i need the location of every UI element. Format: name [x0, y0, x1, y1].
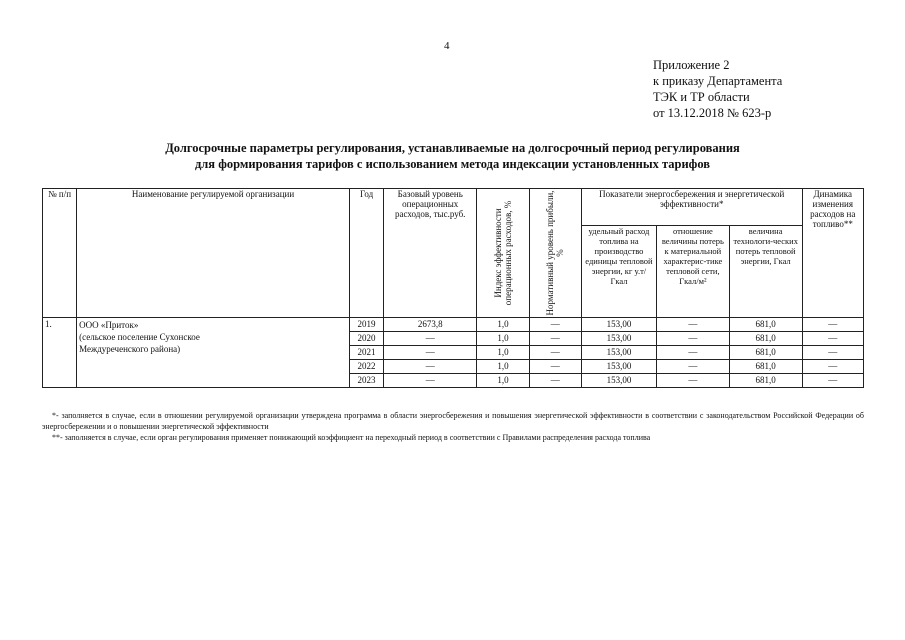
cell-profit: —	[529, 374, 581, 388]
cell-losses: 681,0	[729, 374, 802, 388]
title-line: для формирования тарифов с использованием метода индексации установленных тарифов	[194, 157, 711, 171]
cell-base: —	[384, 374, 477, 388]
appendix-block	[653, 57, 782, 121]
header-org: Наименование регулируемой организации	[77, 189, 350, 318]
cell-dynamics: —	[802, 360, 863, 374]
footnotes	[42, 410, 864, 443]
cell-profit: —	[529, 332, 581, 346]
title-line: Долгосрочные параметры регулирования, устанавливаемые на долгосрочный период регулирования	[165, 141, 740, 155]
cell-ratio: —	[656, 360, 729, 374]
header-year: Год	[350, 189, 384, 318]
cell-fuel: 153,00	[581, 332, 656, 346]
table-row	[43, 318, 864, 332]
page-number: 4	[444, 40, 450, 52]
header-profit-cell	[529, 189, 581, 318]
cell-year: 2021	[350, 346, 384, 360]
cell-base: —	[384, 360, 477, 374]
cell-ratio: —	[656, 318, 729, 332]
org-num: 1.	[43, 318, 77, 388]
appendix-line: к приказу Департамента	[653, 74, 783, 88]
appendix-line: Приложение 2	[653, 58, 730, 72]
cell-index: 1,0	[477, 374, 529, 388]
cell-year: 2019	[350, 318, 384, 332]
cell-dynamics: —	[802, 318, 863, 332]
org-name-line: Междуреченского района)	[79, 344, 181, 354]
cell-fuel: 153,00	[581, 360, 656, 374]
cell-fuel: 153,00	[581, 318, 656, 332]
header-fuel: удельный расход топлива на производство единицы тепловой энергии, кг у.т/Гкал	[581, 226, 656, 318]
cell-losses: 681,0	[729, 346, 802, 360]
cell-losses: 681,0	[729, 318, 802, 332]
table-header-row	[43, 189, 864, 226]
header-index: Индекс эффективности операционных расходов, %	[492, 200, 513, 306]
cell-year: 2022	[350, 360, 384, 374]
org-name-line: ООО «Приток»	[79, 320, 139, 330]
appendix-line: от 13.12.2018 № 623-р	[653, 106, 772, 120]
cell-year: 2023	[350, 374, 384, 388]
header-dynamics: Динамика изменения расходов на топливо**	[802, 189, 863, 318]
header-base: Базовый уровень операционных расходов, тыс.руб.	[384, 189, 477, 318]
header-num: № п/п	[43, 189, 77, 318]
org-name	[77, 318, 350, 388]
cell-base: 2673,8	[384, 318, 477, 332]
cell-losses: 681,0	[729, 360, 802, 374]
cell-profit: —	[529, 346, 581, 360]
cell-base: —	[384, 332, 477, 346]
cell-ratio: —	[656, 346, 729, 360]
cell-year: 2020	[350, 332, 384, 346]
parameters-table	[42, 188, 864, 388]
cell-dynamics: —	[802, 374, 863, 388]
footnote-2: **- заполняется в случае, если орган регулирования применяет понижающий коэффициент на переходный период в соответствии с Правилами распределения расхода топлива	[52, 433, 651, 442]
cell-index: 1,0	[477, 346, 529, 360]
cell-profit: —	[529, 318, 581, 332]
cell-index: 1,0	[477, 332, 529, 346]
cell-losses: 681,0	[729, 332, 802, 346]
cell-fuel: 153,00	[581, 374, 656, 388]
cell-index: 1,0	[477, 360, 529, 374]
cell-profit: —	[529, 360, 581, 374]
cell-fuel: 153,00	[581, 346, 656, 360]
cell-dynamics: —	[802, 332, 863, 346]
header-indicators: Показатели энергосбережения и энергетической эффективности*	[581, 189, 802, 226]
header-profit: Нормативный уровень прибыли, %	[545, 190, 566, 316]
cell-dynamics: —	[802, 346, 863, 360]
cell-ratio: —	[656, 332, 729, 346]
header-index-cell	[477, 189, 529, 318]
org-name-line: (сельское поселение Сухонское	[79, 332, 200, 342]
document-title	[40, 140, 865, 172]
cell-ratio: —	[656, 374, 729, 388]
appendix-line: ТЭК и ТР области	[653, 90, 750, 104]
cell-index: 1,0	[477, 318, 529, 332]
footnote-1: *- заполняется в случае, если в отношении регулируемой организации утверждена программа в области энергосбережения и повышения энергетической эффективности в соответствии с законодательством Российской Федерации об энергосбережении и о повышении энергетической эффективности	[42, 411, 864, 431]
cell-base: —	[384, 346, 477, 360]
header-ratio: отношение величины потерь к материальной характерис-тике тепловой сети, Гкал/м²	[656, 226, 729, 318]
header-losses: величина технологи-ческих потерь тепловой энергии, Гкал	[729, 226, 802, 318]
